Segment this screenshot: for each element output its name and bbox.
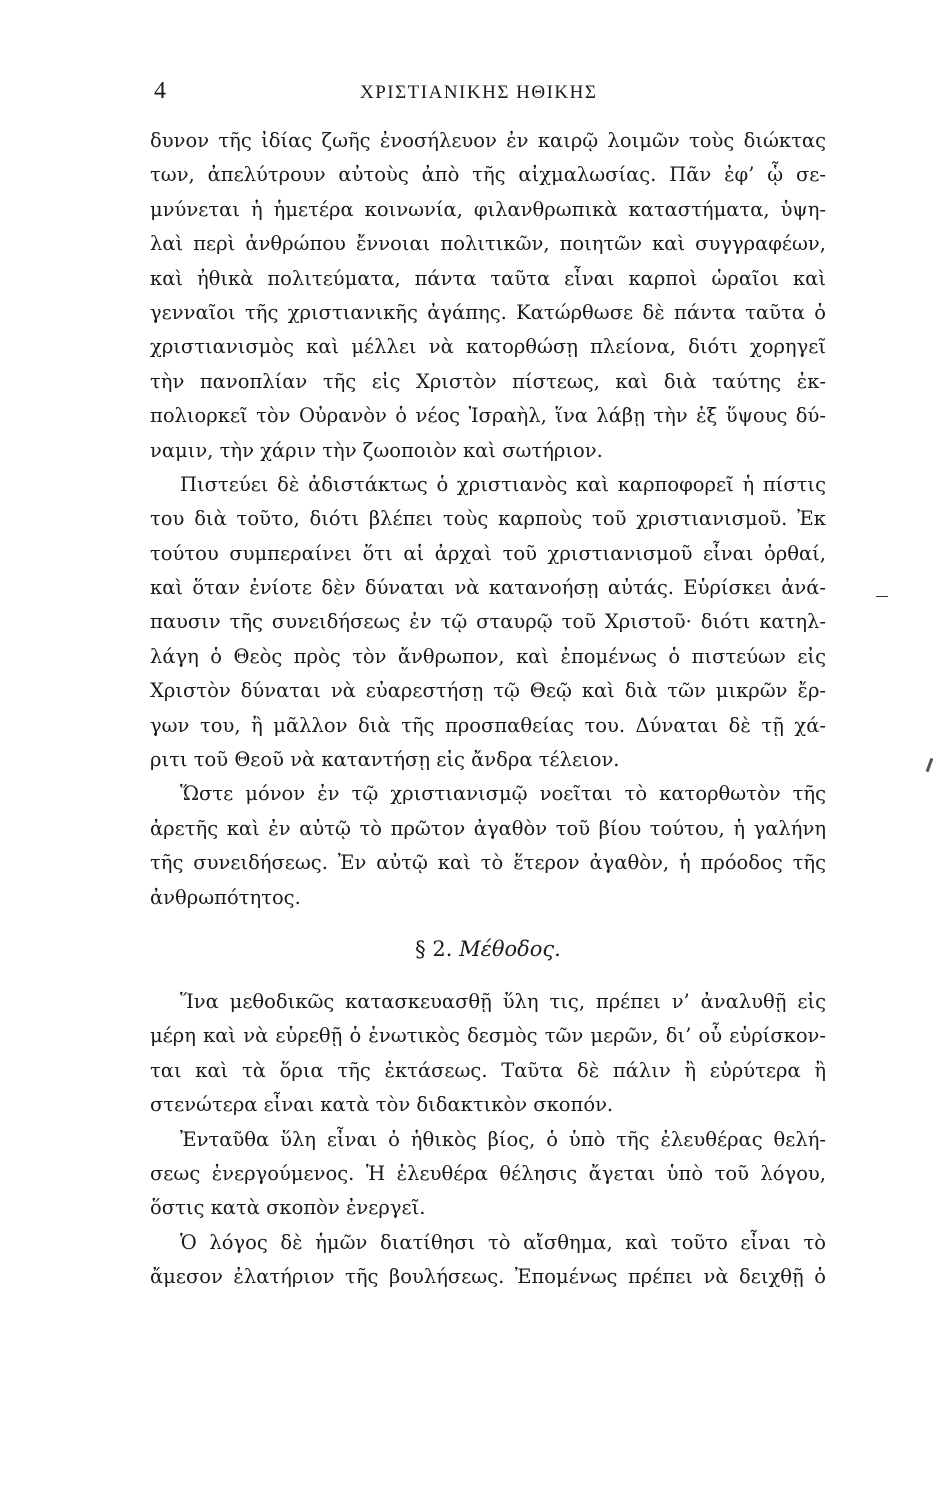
text-line: τὴν πανοπλίαν τῆς εἰς Χριστὸν πίστεως, καὶ διὰ ταύτης ἐκ-: [150, 369, 826, 393]
text-line: του διὰ τοῦτο, διότι βλέπει τοὺς καρποὺς τοῦ χριστιανισμοῦ. Ἐκ: [150, 507, 826, 531]
margin-dash-mark: [876, 596, 888, 597]
margin-tick-mark: [926, 758, 934, 772]
text-line: γενναῖοι τῆς χριστιανικῆς ἀγάπης. Κατώρθωσε δὲ πάντα ταῦτα ὁ: [150, 300, 826, 324]
text-line: τούτου συμπεραίνει ὅτι αἱ ἀρχαὶ τοῦ χριστιανισμοῦ εἶναι ὀρθαί,: [150, 541, 826, 565]
text-line: δυνον τῆς ἰδίας ζωῆς ἐνοσήλευον ἐν καιρῷ λοιμῶν τοὺς διώκτας: [150, 129, 826, 152]
text-line: Χριστὸν δύναται νὰ εὐαρεστήσῃ τῷ Θεῷ καὶ διὰ τῶν μικρῶν ἔρ-: [150, 679, 826, 703]
text-line: καὶ ὅταν ἐνίοτε δὲν δύναται νὰ κατανοήσῃ αὐτάς. Εὑρίσκει ἀνά-: [150, 576, 826, 600]
section-heading: [150, 919, 826, 979]
text-line: παυσιν τῆς συνειδήσεως ἐν τῷ σταυρῷ τοῦ Χριστοῦ· διότι κατηλ-: [150, 610, 826, 634]
running-title: ΧΡΙΣΤΙΑΝΙΚΗΣ ΗΘΙΚΗΣ: [360, 82, 598, 103]
page-number: 4: [154, 78, 166, 104]
text-line: μέρη καὶ νὰ εὑρεθῇ ὁ ἑνωτικὸς δεσμὸς τῶν μερῶν, δι’ οὗ εὑρίσκον-: [150, 1024, 826, 1048]
text-line: ὅστις κατὰ σκοπὸν ἐνεργεῖ.: [150, 1196, 426, 1220]
text-line: Ὥστε μόνον ἐν τῷ χριστιανισμῷ νοεῖται τὸ κατορθωτὸν τῆς: [180, 782, 826, 806]
text-line: λάγη ὁ Θεὸς πρὸς τὸν ἄνθρωπον, καὶ ἐπομένως ὁ πιστεύων εἰς: [150, 644, 826, 668]
text-line: ναμιν, τὴν χάριν τὴν ζωοποιὸν καὶ σωτήριον.: [150, 438, 603, 462]
text-line: σεως ἐνεργούμενος. Ἡ ἐλευθέρα θέλησις ἄγεται ὑπὸ τοῦ λόγου,: [150, 1161, 826, 1185]
text-line: πολιορκεῖ τὸν Οὐρανὸν ὁ νέος Ἰσραὴλ, ἵνα λάβῃ τὴν ἐξ ὕψους δύ-: [150, 404, 826, 428]
text-line: στενώτερα εἶναι κατὰ τὸν διδακτικὸν σκοπόν.: [150, 1093, 614, 1117]
body-text: [150, 124, 826, 1295]
paragraph: [150, 985, 826, 1123]
text-line: ἀνθρωπότητος.: [150, 885, 301, 909]
text-line: Πιστεύει δὲ ἀδιστάκτως ὁ χριστιανὸς καὶ καρποφορεῖ ἡ πίστις: [180, 472, 826, 496]
text-line: λαὶ περὶ ἀνθρώπου ἔννοιαι πολιτικῶν, ποιητῶν καὶ συγγραφέων,: [150, 232, 826, 256]
text-line: ριτι τοῦ Θεοῦ νὰ καταντήσῃ εἰς ἄνδρα τέλειον.: [150, 748, 620, 772]
text-line: ται καὶ τὰ ὅρια τῆς ἐκτάσεως. Ταῦτα δὲ πάλιν ἢ εὐρύτερα ἢ: [150, 1058, 826, 1082]
page-header: [150, 78, 830, 110]
section-number: § 2.: [415, 936, 453, 961]
text-line: ἀρετῆς καὶ ἐν αὐτῷ τὸ πρῶτον ἀγαθὸν τοῦ βίου τούτου, ἡ γαλήνη: [150, 816, 826, 840]
text-line: Ὁ λόγος δὲ ἡμῶν διατίθησι τὸ αἴσθημα, καὶ τοῦτο εἶναι τὸ: [180, 1230, 826, 1254]
text-line: τῆς συνειδήσεως. Ἐν αὐτῷ καὶ τὸ ἕτερον ἀγαθὸν, ἡ πρόοδος τῆς: [150, 851, 826, 875]
text-line: μνύνεται ἡ ἡμετέρα κοινωνία, φιλανθρωπικὰ καταστήματα, ὑψη-: [150, 197, 826, 221]
paragraph-continued: [150, 124, 826, 468]
text-line: γων του, ἢ μᾶλλον διὰ τῆς προσπαθείας του. Δύναται δὲ τῇ χά-: [150, 713, 826, 737]
text-line: των, ἀπελύτρουν αὐτοὺς ἀπὸ τῆς αἰχμαλωσίας. Πᾶν ἐφ’ ᾧ σε-: [150, 163, 826, 187]
text-line: καὶ ἠθικὰ πολιτεύματα, πάντα ταῦτα εἶναι καρποὶ ὡραῖοι καὶ: [150, 266, 826, 290]
paragraph: [150, 777, 826, 915]
paragraph: [150, 1226, 826, 1295]
paragraph: [150, 468, 826, 778]
section-title: Μέθοδος.: [459, 936, 561, 961]
text-line: χριστιανισμὸς καὶ μέλλει νὰ κατορθώσῃ πλείονα, διότι χορηγεῖ: [150, 335, 826, 359]
paragraph: [150, 1123, 826, 1226]
text-line: Ἵνα μεθοδικῶς κατασκευασθῇ ὕλη τις, πρέπει ν’ ἀναλυθῇ εἰς: [180, 989, 826, 1013]
text-line: Ἐνταῦθα ὕλη εἶναι ὁ ἠθικὸς βίος, ὁ ὑπὸ τῆς ἐλευθέρας θελή-: [180, 1127, 826, 1151]
text-line: ἄμεσον ἐλατήριον τῆς βουλήσεως. Ἐπομένως πρέπει νὰ δειχθῇ ὁ: [150, 1265, 826, 1289]
